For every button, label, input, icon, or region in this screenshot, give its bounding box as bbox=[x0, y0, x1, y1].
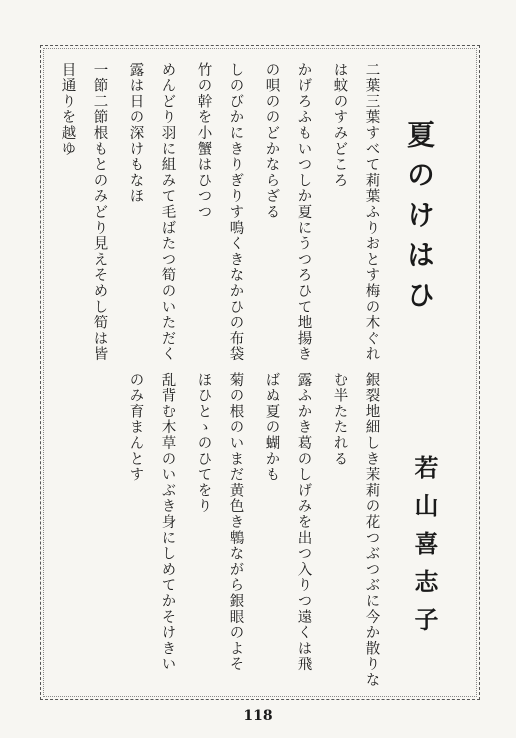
poem-line: かげろふもいつしか夏にうつろひて地揚き bbox=[295, 62, 312, 363]
poem-line: 菊の根のいまだ黄色き鵯ながら銀眼のよそ bbox=[227, 372, 244, 673]
poem-line: 銀裂地細しき茉莉の花つぶつぶに今か散りな bbox=[363, 372, 380, 688]
poem-line: めんどり羽に組みて毛ばたつ筍のいただく bbox=[159, 62, 176, 363]
poem-line: む半たたれる bbox=[331, 372, 348, 467]
page-number: 118 bbox=[243, 708, 273, 724]
poem-line: のみ育まんとす bbox=[127, 372, 144, 483]
poem-title: 夏のけはひ bbox=[403, 120, 436, 320]
poem-line: は蚊のすみどころ bbox=[331, 62, 348, 189]
poem-line: の唄ののどかならざる bbox=[263, 62, 280, 220]
poem-line: ばぬ夏の蝴かも bbox=[263, 372, 280, 483]
poem-line: 二葉三葉すべて莉葉ふりおとす梅の木ぐれ bbox=[363, 62, 380, 363]
poem-line: 一節二節根もとのみどり見えそめし筍は皆 bbox=[91, 62, 108, 363]
poem-line: 竹の幹を小蟹はひつつ bbox=[195, 62, 212, 220]
poem-author: 若山喜志子 bbox=[410, 455, 439, 645]
poem-line: しのびかにきりぎりす鳴くきなかひの布袋 bbox=[227, 62, 244, 363]
poem-line: 露ふかき葛のしげみを出つ入りつ遠くは飛 bbox=[295, 372, 312, 673]
poem-line: 乱背む木草のいぶき身にしめてかそけきい bbox=[159, 372, 176, 673]
poem-line: 露は日の深けもなほ bbox=[127, 62, 144, 205]
poem-line: ほひとゝのひてをり bbox=[195, 372, 212, 515]
poem-line: 目通りを越ゆ bbox=[59, 62, 76, 157]
